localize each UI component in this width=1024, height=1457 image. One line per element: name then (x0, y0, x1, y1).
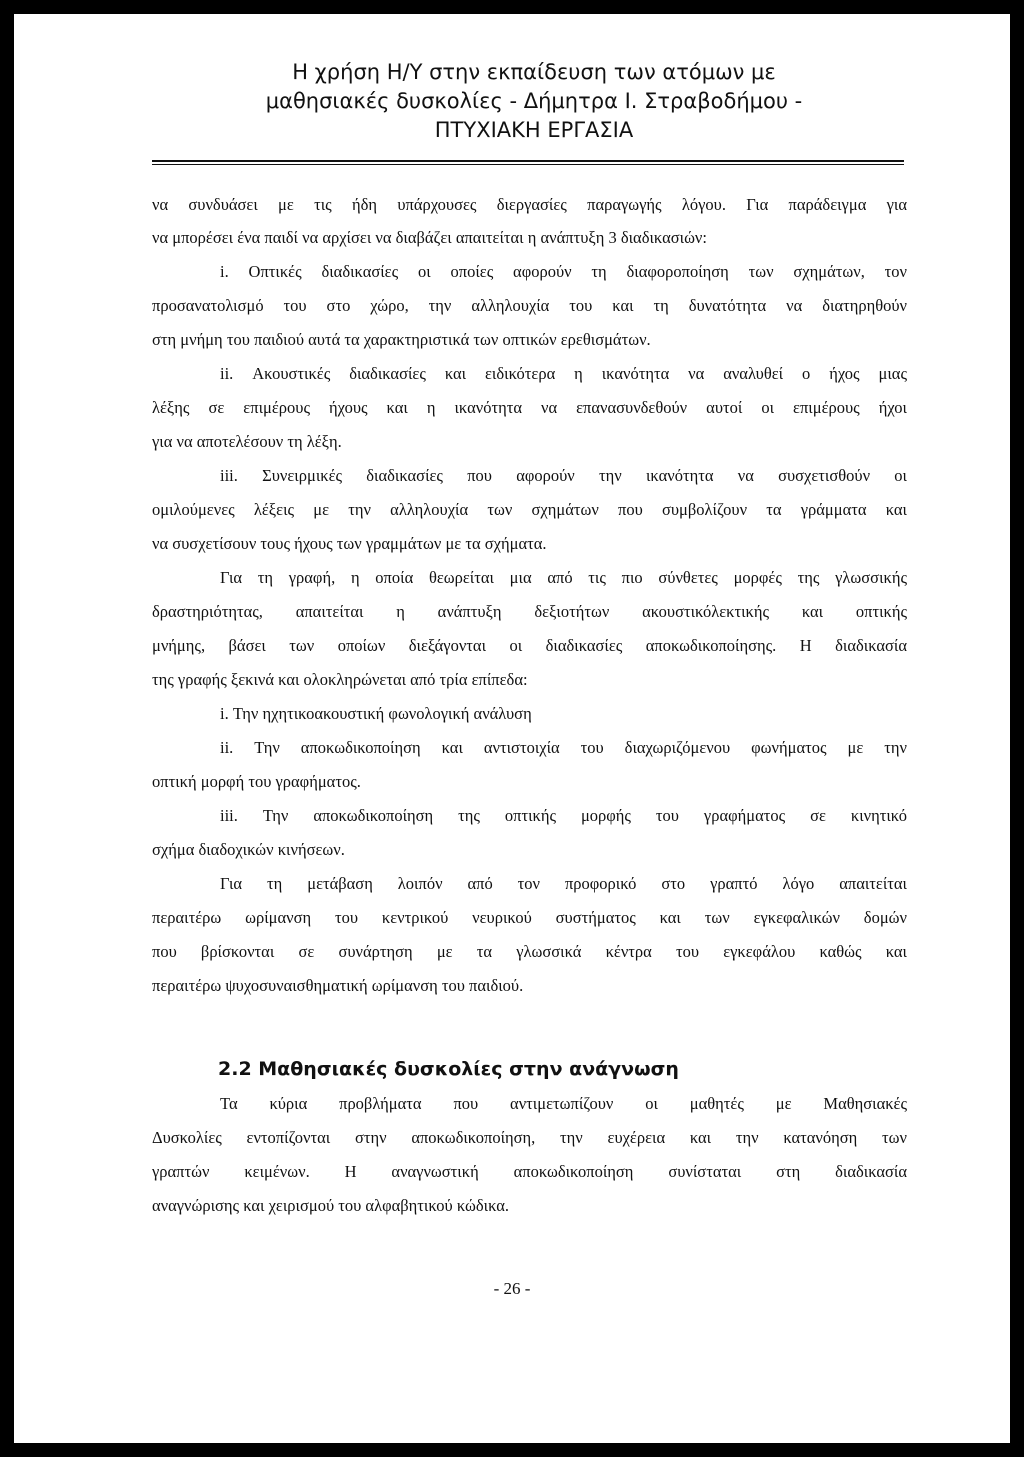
section-line: Τα κύρια προβλήματα που αντιμετωπίζουν οι μαθητές με Μαθησιακές (220, 1094, 907, 1113)
body-line: ii. Την αποκωδικοποίηση και αντιστοιχία του διαχωριζόμενου φωνήματος με την (220, 738, 907, 757)
body-line: να συσχετίσουν τους ήχους των γραμμάτων με τα σχήματα. (152, 534, 547, 553)
body-line: Για τη μετάβαση λοιπόν από τον προφορικό στο γραπτό λόγο απαιτείται (220, 874, 907, 893)
body-line: i. Την ηχητικοακουστική φωνολογική ανάλυση (220, 704, 532, 723)
page-number: - 26 - (493, 1279, 531, 1298)
section-heading: 2.2 Μαθησιακές δυσκολίες στην ανάγνωση (218, 1058, 679, 1080)
document-page (14, 14, 1010, 1443)
body-line: iii. Συνειρμικές διαδικασίες που αφορούν την ικανότητα να συσχετισθούν οι (220, 466, 907, 485)
header-line-3: ΠΤΥΧΙΑΚΗ ΕΡΓΑΣΙΑ (434, 118, 634, 142)
body-line: λέξης σε επιμέρους ήχους και η ικανότητα να επανασυνδεθούν αυτοί οι επιμέρους ήχοι (152, 398, 907, 417)
section-line: Δυσκολίες εντοπίζονται στην αποκωδικοποίηση, την ευχέρεια και την κατανόηση των (152, 1128, 907, 1147)
body-line: που βρίσκονται σε συνάρτηση με τα γλωσσικά κέντρα του εγκεφάλου καθώς και (152, 942, 907, 961)
body-line: της γραφής ξεκινά και ολοκληρώνεται από τρία επίπεδα: (152, 670, 528, 689)
header-line-1: Η χρήση Η/Υ στην εκπαίδευση των ατόμων με (292, 60, 776, 84)
body-line: ii. Ακουστικές διαδικασίες και ειδικότερα η ικανότητα να αναλυθεί ο ήχος μιας (220, 364, 907, 383)
body-line: περαιτέρω ψυχοσυναισθηματική ωρίμανση του παιδιού. (152, 976, 524, 995)
body-line: να συνδυάσει με τις ήδη υπάρχουσες διεργασίες παραγωγής λόγου. Για παράδειγμα για (152, 195, 907, 214)
body-line: μνήμης, βάσει των οποίων διεξάγονται οι διαδικασίες αποκωδικοποίησης. Η διαδικασία (152, 636, 907, 655)
body-line: προσανατολισμό του στο χώρο, την αλληλουχία του και τη δυνατότητα να διατηρηθούν (152, 296, 907, 315)
body-line: να μπορέσει ένα παιδί να αρχίσει να διαβάζει απαιτείται η ανάπτυξη 3 διαδικασιών: (152, 228, 707, 247)
body-line: περαιτέρω ωρίμανση του κεντρικού νευρικού συστήματος και των εγκεφαλικών δομών (152, 908, 907, 927)
body-line: για να αποτελέσουν τη λέξη. (152, 432, 342, 451)
body-line: οπτική μορφή του γραφήματος. (152, 772, 361, 791)
body-line: Για τη γραφή, η οποία θεωρείται μια από τις πιο σύνθετες μορφές της γλωσσικής (220, 568, 907, 587)
body-line: δραστηριότητας, απαιτείται η ανάπτυξη δεξιοτήτων ακουστικόλεκτικής και οπτικής (152, 602, 907, 621)
header-rule (152, 160, 904, 165)
body-line: στη μνήμη του παιδιού αυτά τα χαρακτηριστικά των οπτικών ερεθισμάτων. (152, 330, 651, 349)
body-line: σχήμα διαδοχικών κινήσεων. (152, 840, 345, 859)
running-header (154, 58, 914, 145)
body-line: iii. Την αποκωδικοποίηση της οπτικής μορφής του γραφήματος σε κινητικό (220, 806, 907, 825)
body-line: ομιλούμενες λέξεις με την αλληλουχία των σχημάτων που συμβολίζουν τα γράμματα και (152, 500, 907, 519)
section-line: αναγνώρισης και χειρισμού του αλφαβητικού κώδικα. (152, 1196, 510, 1215)
body-line: i. Οπτικές διαδικασίες οι οποίες αφορούν τη διαφοροποίηση των σχημάτων, τον (220, 262, 907, 281)
header-line-2: μαθησιακές δυσκολίες - Δήμητρα Ι. Στραβοδήμου - (265, 89, 803, 113)
section-line: γραπτών κειμένων. Η αναγνωστική αποκωδικοποίηση συνίσταται στη διαδικασία (152, 1162, 907, 1181)
